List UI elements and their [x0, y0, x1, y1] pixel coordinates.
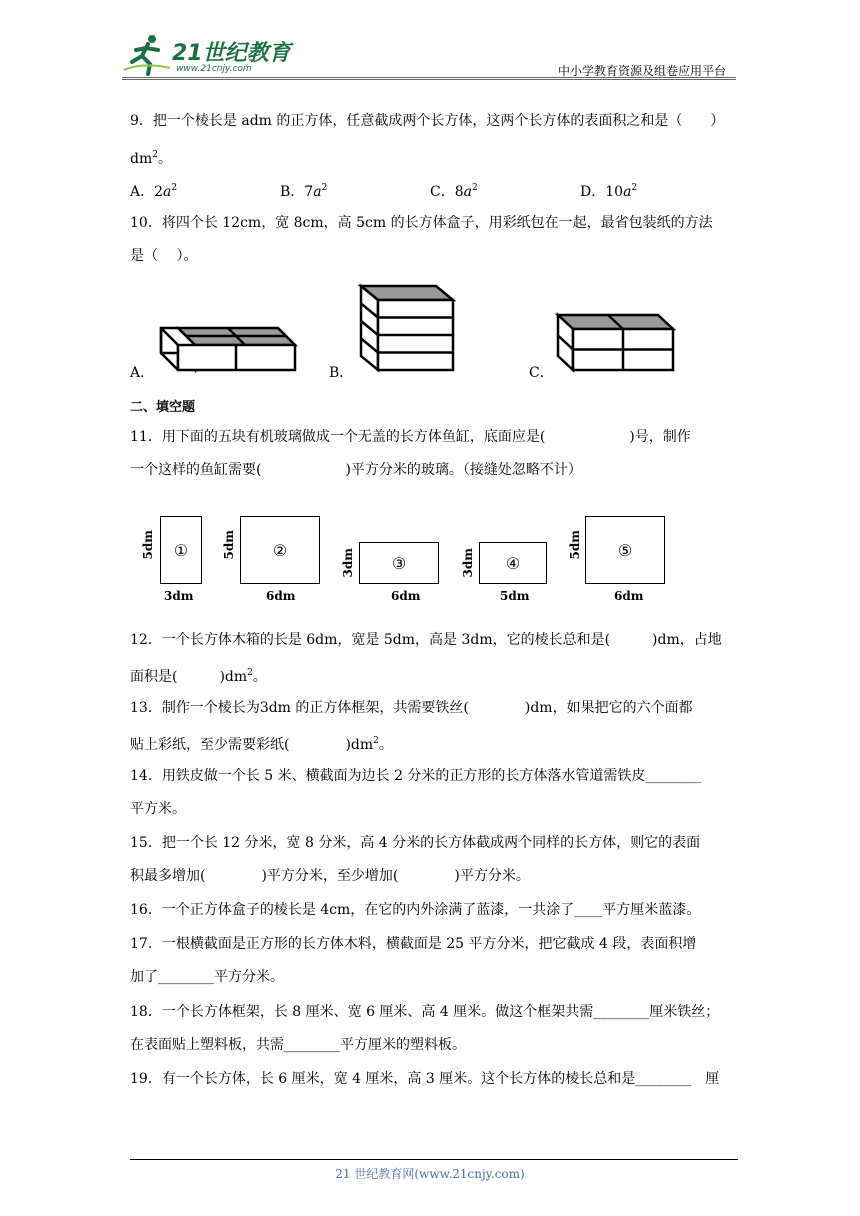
box-arrangement-a-icon	[158, 325, 298, 373]
q18-text-2: 在表面贴上塑料板，共需________平方厘米的塑料板。	[130, 1037, 466, 1053]
piece-5-height: 5dm	[568, 530, 582, 560]
q17-text-2: 加了________平方分米。	[130, 969, 284, 985]
piece-2-height: 5dm	[222, 530, 236, 560]
q10-option-b[interactable]: B．	[329, 365, 354, 381]
question-17-line2	[130, 967, 730, 987]
question-12	[130, 630, 730, 650]
q11-text-2: 一个这样的鱼缸需要( )平方分米的玻璃。（接缝处忽略不计）	[130, 462, 582, 478]
question-10	[130, 213, 730, 233]
piece-3: ③	[359, 542, 439, 584]
q11-text-1: 11．用下面的五块有机玻璃做成一个无盖的长方体鱼缸，底面应是( )号，制作	[130, 429, 691, 445]
q9-text: 9．把一个棱长是 adm 的正方体，任意截成两个长方体，这两个长方体的表面积之和是（ ）	[130, 113, 725, 129]
q13-text-2-end: 。	[378, 737, 393, 753]
footer-divider	[130, 1159, 738, 1160]
question-9	[130, 111, 730, 131]
piece-1: ①	[160, 516, 202, 584]
q13-sup: 2	[373, 736, 379, 746]
q14-text-2: 平方米。	[130, 801, 186, 817]
q16-text-1: 16．一个正方体盒子的棱长是 4cm，在它的内外涂满了蓝漆，一共涂了____平方厘米蓝漆。	[130, 902, 701, 918]
piece-1-width: 3dm	[164, 589, 194, 603]
piece-4-width: 5dm	[500, 589, 530, 603]
question-16	[130, 900, 730, 920]
q10-option-c[interactable]: C．	[529, 365, 554, 381]
q12-text-2: 面积是( )dm	[130, 669, 248, 685]
question-13-line2	[130, 731, 730, 755]
logo	[122, 32, 292, 76]
box-arrangement-c-icon	[555, 312, 677, 374]
q10-text-1: 10．将四个长 12cm，宽 8cm，高 5cm 的长方体盒子，用彩纸包在一起，最省包装纸的方法	[130, 215, 713, 231]
header-platform-text: 中小学教育资源及组卷应用平台	[557, 64, 726, 78]
q10-text-2: 是（ ）。	[130, 248, 198, 264]
q17-text-1: 17．一根横截面是正方形的长方体木料，横截面是 25 平方分米，把它截成 4 段，表面积增	[130, 936, 697, 952]
piece-5-width: 6dm	[614, 589, 644, 603]
q9-option-a[interactable]: A．$2a^2$	[130, 183, 178, 200]
question-12-line2	[130, 663, 730, 687]
question-11	[130, 427, 730, 447]
q13-text-2: 贴上彩纸，至少需要彩纸( )dm	[130, 737, 374, 753]
question-18-line2	[130, 1035, 730, 1055]
q9-options	[130, 178, 730, 198]
runner-logo-icon	[122, 32, 172, 76]
question-10-line2	[130, 246, 730, 266]
q15-text-1: 15．把一个长 12 分米，宽 8 分米，高 4 分米的长方体截成两个同样的长方体，则它的表面	[130, 835, 701, 851]
q12-text-1: 12．一个长方体木箱的长是 6dm，宽是 5dm，高是 3dm，它的棱长总和是( )dm，占地	[130, 632, 722, 648]
q18-text-1: 18．一个长方体框架，长 8 厘米、宽 6 厘米、高 4 厘米。做这个框架共需________厘米铁丝；	[130, 1004, 720, 1020]
q19-text-1: 19．有一个长方体，长 6 厘米，宽 4 厘米，高 3 厘米。这个长方体的棱长总和是________ 厘	[130, 1071, 720, 1087]
question-14-line2	[130, 799, 730, 819]
question-19	[130, 1069, 730, 1089]
piece-4-height: 3dm	[461, 548, 475, 578]
q9-unit-sup: 2	[152, 150, 158, 160]
question-13	[130, 698, 730, 718]
piece-4: ④	[479, 542, 547, 584]
question-11-line2	[130, 460, 730, 480]
piece-2-width: 6dm	[266, 589, 296, 603]
piece-3-width: 6dm	[391, 589, 421, 603]
q12-text-2-end: 。	[252, 669, 267, 685]
q12-sup: 2	[247, 668, 253, 678]
logo-text: 21世纪教育	[172, 41, 291, 66]
q9-unit-end: 。	[157, 151, 172, 167]
question-14	[130, 766, 730, 786]
question-15	[130, 833, 730, 853]
piece-1-height: 5dm	[141, 530, 155, 560]
q9-option-b[interactable]: B．$7a^2$	[280, 183, 328, 200]
glass-pieces-figure	[140, 510, 680, 610]
piece-3-height: 3dm	[341, 548, 355, 578]
q15-text-2: 积最多增加( )平方分米，至少增加( )平方分米。	[130, 868, 530, 884]
q9-unit: dm	[130, 151, 153, 167]
piece-2: ②	[240, 516, 320, 584]
header-divider-2	[122, 79, 736, 80]
header-divider	[122, 77, 736, 78]
question-17	[130, 934, 730, 954]
question-18	[130, 1002, 730, 1022]
q13-text-1: 13．制作一个棱长为3dm 的正方体框架，共需要铁丝( )dm，如果把它的六个面都	[130, 700, 693, 716]
q9-option-d[interactable]: D．$10a^2$	[580, 183, 638, 200]
q10-option-a[interactable]: A．	[130, 365, 155, 381]
section-title: 二、填空题	[130, 400, 196, 415]
piece-5: ⑤	[585, 516, 665, 584]
logo-url: www.21cnjy.com	[176, 64, 252, 74]
page-header	[122, 30, 736, 78]
box-arrangement-b-icon	[358, 283, 458, 373]
footer-text: 21 世纪教育网(www.21cnjy.com)	[335, 1167, 525, 1181]
question-9-unit	[130, 145, 730, 169]
q14-text-1: 14．用铁皮做一个长 5 米、横截面为边长 2 分米的正方形的长方体落水管道需铁皮________	[130, 768, 702, 784]
question-15-line2	[130, 866, 730, 886]
q9-option-c[interactable]: C．$8a^2$	[430, 183, 478, 200]
